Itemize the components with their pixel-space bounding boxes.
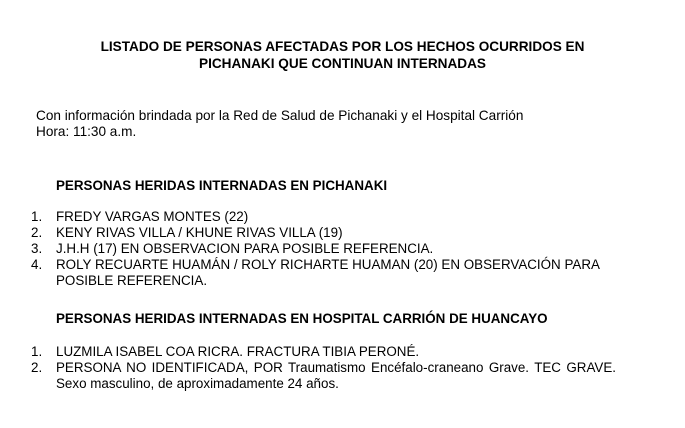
list-item-number: 1. — [31, 344, 43, 359]
list-item — [0, 257, 616, 289]
section-heading-huancayo: PERSONAS HERIDAS INTERNADAS EN HOSPITAL CARRIÓN DE HUANCAYO — [56, 311, 548, 326]
title-line-2: PICHANAKI QUE CONTINUAN INTERNADAS — [199, 56, 486, 71]
info-time: Hora: 11:30 a.m. — [36, 124, 137, 139]
section-heading-pichanaki: PERSONAS HERIDAS INTERNADAS EN PICHANAKI — [56, 178, 388, 193]
list-pichanaki — [0, 209, 616, 289]
list-item — [0, 209, 616, 225]
list-item-number: 2. — [31, 225, 43, 240]
list-item — [0, 225, 616, 241]
list-item-text: LUZMILA ISABEL COA RICRA. FRACTURA TIBIA PERONÉ. — [56, 344, 420, 359]
list-item — [0, 344, 616, 360]
list-item-text: ROLY RECUARTE HUAMÁN / ROLY RICHARTE HUAMAN (20) EN OBSERVACIÓN PARA POSIBLE REFERENCIA. — [56, 257, 600, 288]
info-source: Con información brindada por la Red de Salud de Pichanaki y el Hospital Carrión — [36, 108, 524, 123]
list-item-text: J.H.H (17) EN OBSERVACION PARA POSIBLE REFERENCIA. — [56, 241, 434, 256]
list-item-text: KENY RIVAS VILLA / KHUNE RIVAS VILLA (19) — [56, 225, 343, 240]
list-huancayo — [0, 344, 616, 392]
list-item-text: PERSONA NO IDENTIFICADA, POR Traumatismo Encéfalo-craneano Grave. TEC GRAVE. Sexo masculino, de aproximadamente 24 años. — [56, 360, 616, 391]
document-title — [0, 38, 685, 72]
list-item-number: 2. — [31, 360, 43, 375]
list-item — [0, 241, 616, 257]
info-block — [36, 108, 523, 140]
list-item-number: 1. — [31, 209, 43, 224]
list-item — [0, 360, 616, 392]
list-item-number: 4. — [31, 257, 43, 272]
list-item-number: 3. — [31, 241, 43, 256]
list-item-text: FREDY VARGAS MONTES (22) — [56, 209, 249, 224]
title-line-1: LISTADO DE PERSONAS AFECTADAS POR LOS HECHOS OCURRIDOS EN — [100, 39, 585, 54]
